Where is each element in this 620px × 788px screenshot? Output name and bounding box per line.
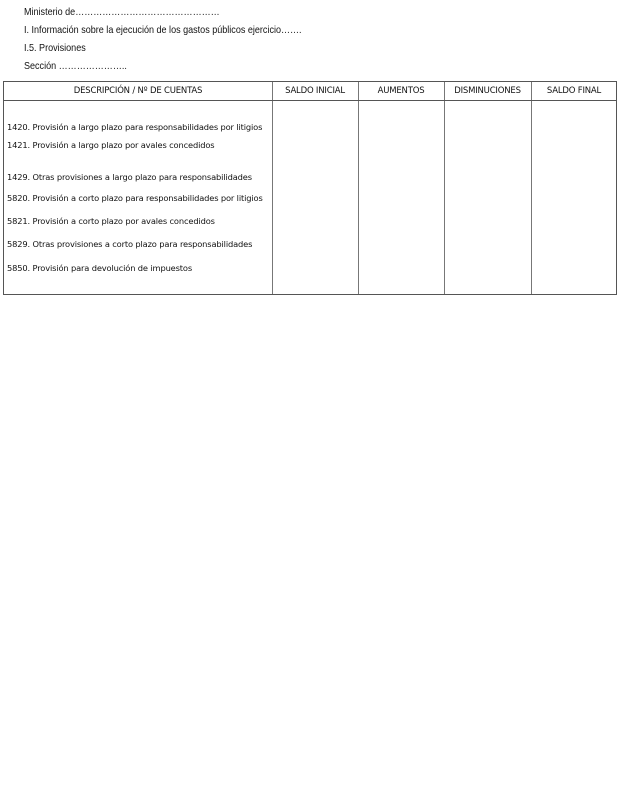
provisiones-table [3, 81, 617, 295]
account-row-5821: 5821. Provisión a corto plazo por avales concedidos [7, 216, 215, 226]
ministerio-line: Ministerio de………………………………………… [24, 6, 220, 18]
account-row-1420: 1420. Provisión a largo plazo para responsabilidades por litigios [7, 122, 263, 132]
account-row-5829: 5829. Otras provisiones a corto plazo para responsabilidades [7, 239, 253, 249]
column-header-descripcion: DESCRIPCIÓN / Nº DE CUENTAS [73, 86, 203, 96]
column-header-saldo-final: SALDO FINAL [546, 86, 602, 96]
section-title: I.5. Provisiones [24, 42, 86, 54]
account-row-5850: 5850. Provisión para devolución de impuestos [7, 263, 193, 273]
account-row-5820: 5820. Provisión a corto plazo para responsabilidades por litigios [7, 193, 263, 203]
column-header-disminuciones: DISMINUCIONES [454, 86, 521, 96]
column-divider [444, 82, 445, 294]
column-header-saldo-inicial: SALDO INICIAL [285, 86, 345, 96]
account-row-1429: 1429. Otras provisiones a largo plazo para responsabilidades [7, 172, 252, 182]
account-row-1421: 1421. Provisión a largo plazo por avales concedidos [7, 140, 215, 150]
column-header-aumentos: AUMENTOS [377, 86, 425, 96]
header-divider [4, 100, 616, 101]
informacion-line: I. Información sobre la ejecución de los gastos públicos ejercicio……. [24, 24, 302, 36]
seccion-line: Sección ………………….. [24, 60, 127, 72]
column-divider [358, 82, 359, 294]
column-divider [272, 82, 273, 294]
column-divider [531, 82, 532, 294]
